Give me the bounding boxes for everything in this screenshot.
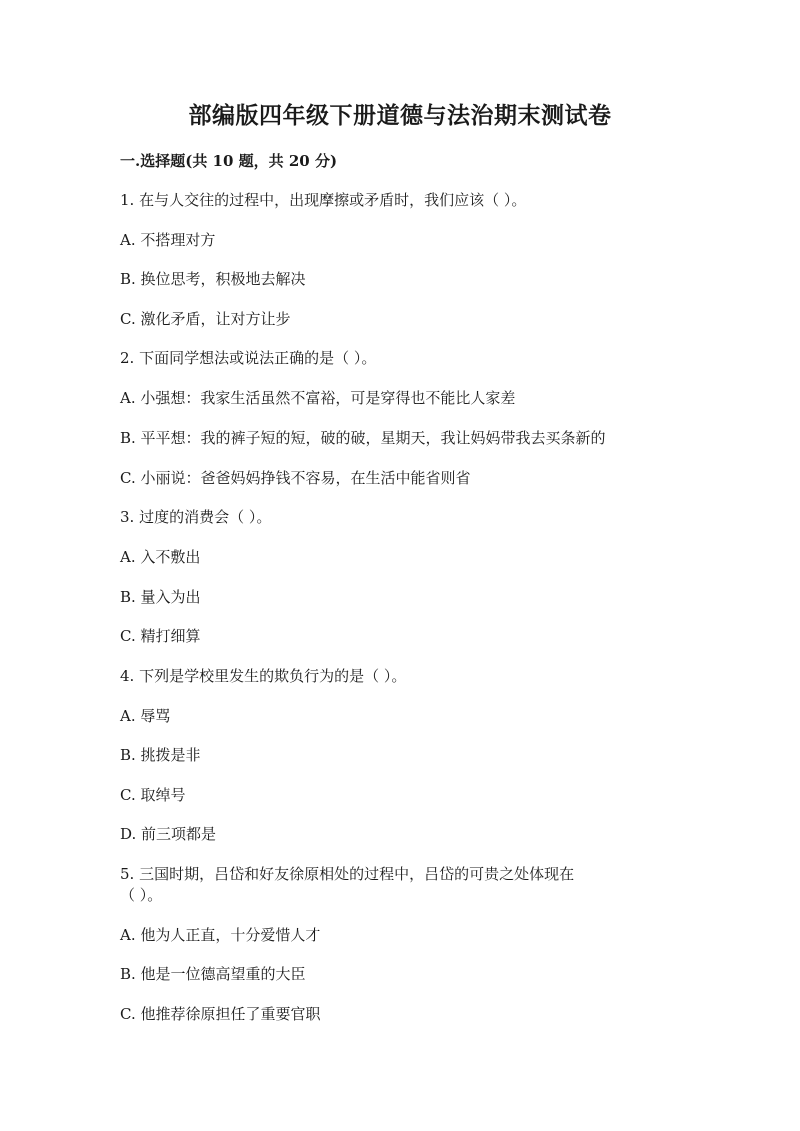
question-1-option-c: C. 激化矛盾，让对方让步	[120, 310, 291, 328]
question-1-stem: 1. 在与人交往的过程中，出现摩擦或矛盾时，我们应该（ ）。	[120, 191, 527, 209]
question-5-option-c: C. 他推荐徐原担任了重要官职	[120, 1005, 321, 1023]
question-1-option-a: A. 不搭理对方	[120, 231, 216, 249]
question-5-stem-line-2: （ ）。	[120, 886, 163, 904]
document-title: 部编版四年级下册道德与法治期末测试卷	[188, 102, 612, 129]
question-2-option-c: C. 小丽说：爸爸妈妈挣钱不容易，在生活中能省则省	[120, 469, 471, 487]
question-5-stem	[120, 864, 680, 906]
question-2-stem: 2. 下面同学想法或说法正确的是（ ）。	[120, 349, 377, 367]
question-3-stem: 3. 过度的消费会（ ）。	[120, 508, 272, 526]
question-3-option-c: C. 精打细算	[120, 627, 201, 645]
question-5-option-a: A. 他为人正直，十分爱惜人才	[120, 926, 321, 944]
question-2-option-a: A. 小强想：我家生活虽然不富裕，可是穿得也不能比人家差	[120, 389, 516, 407]
question-2-option-b: B. 平平想：我的裤子短的短，破的破，星期天，我让妈妈带我去买条新的	[120, 429, 606, 447]
question-4-stem: 4. 下列是学校里发生的欺负行为的是（ ）。	[120, 667, 407, 685]
question-3-option-a: A. 入不敷出	[120, 548, 201, 566]
question-1-option-b: B. 换位思考，积极地去解决	[120, 270, 306, 288]
section-heading: 一.选择题(共 10 题，共 20 分)	[120, 152, 338, 170]
question-4-option-c: C. 取绰号	[120, 786, 186, 804]
question-4-option-a: A. 辱骂	[120, 707, 171, 725]
question-4-option-d: D. 前三项都是	[120, 825, 217, 843]
question-3-option-b: B. 量入为出	[120, 588, 201, 606]
question-4-option-b: B. 挑拨是非	[120, 746, 201, 764]
question-5-stem-line-1: 5. 三国时期，吕岱和好友徐原相处的过程中，吕岱的可贵之处体现在	[120, 865, 575, 883]
question-5-option-b: B. 他是一位德高望重的大臣	[120, 965, 306, 983]
